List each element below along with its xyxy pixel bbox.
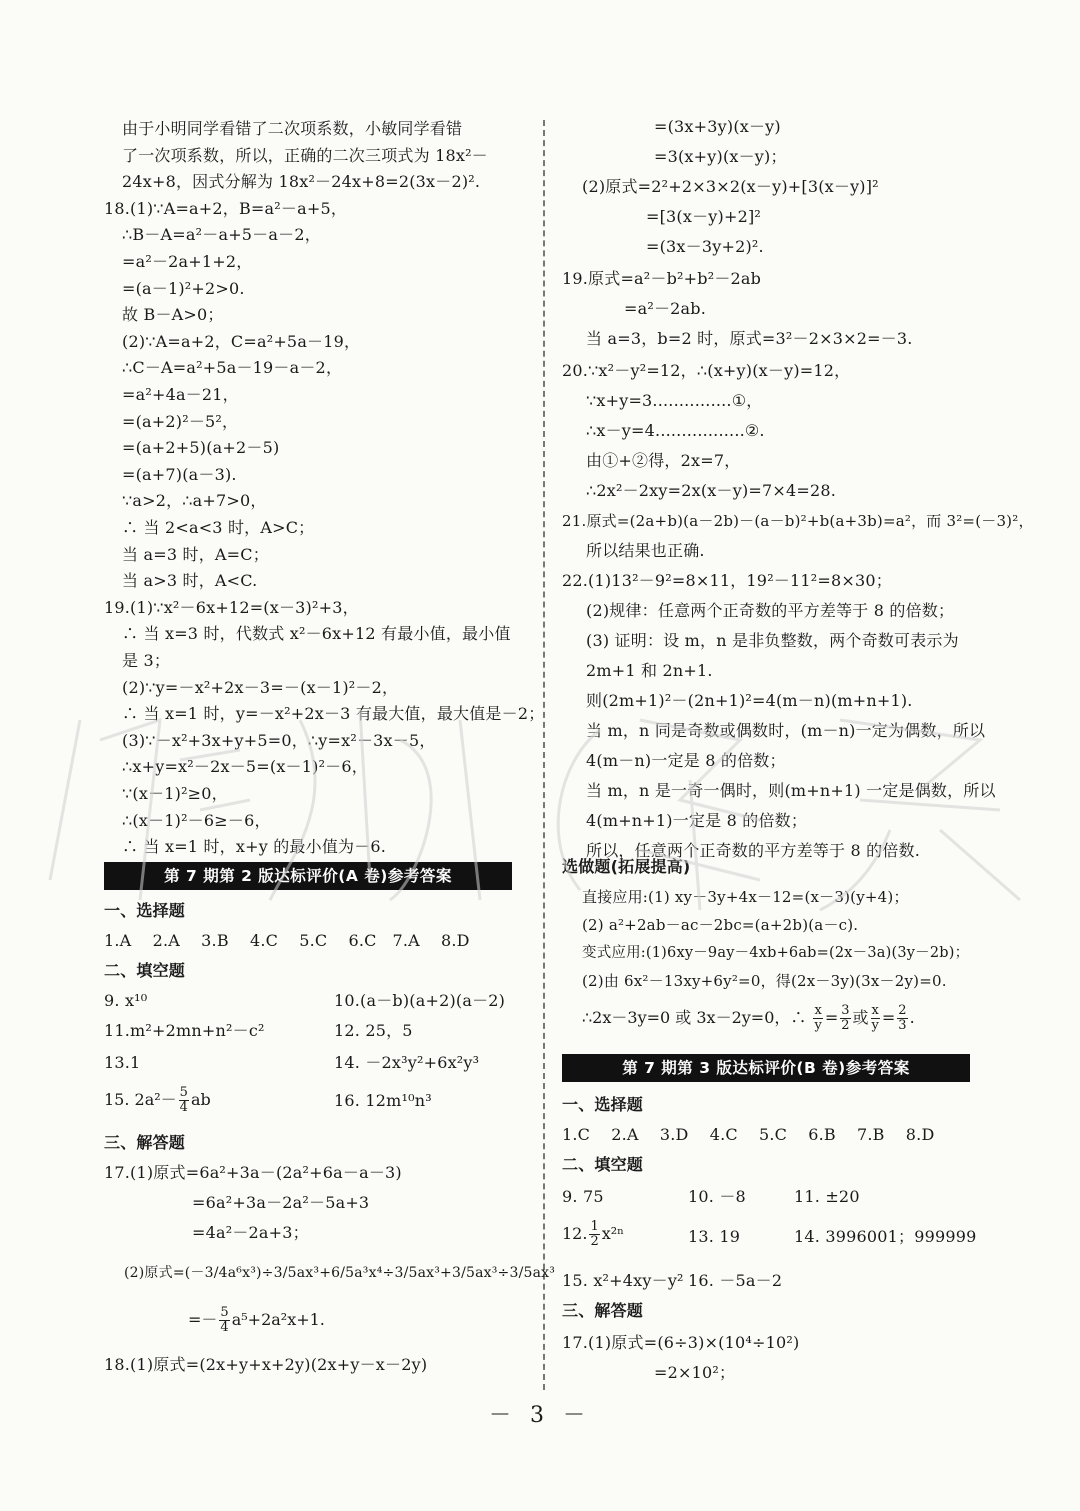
fill-15-prefix: 15. 2a²－: [104, 1090, 177, 1109]
choice-b-6: 6.B: [808, 1125, 836, 1144]
left-line-22: (2)∵y=－x²+2x－3=－(x－1)²－2，: [122, 677, 399, 697]
right-line-14: 21.原式=(2a+b)(a－2b)－(a－b)²+b(a+3b)=a²，而 3²=(－3)²，: [562, 512, 1034, 530]
left-line-6: =a²－2a+1+2，: [122, 252, 253, 271]
right-line-13: ∴2x²－2xy=2x(x－y)=7×4=28.: [586, 481, 837, 500]
fill-16: 16. 12m¹⁰n³: [334, 1091, 432, 1110]
right-line-5: =(3x－3y+2)².: [646, 237, 764, 256]
q17-b-line-1: 17.(1)原式=(6÷3)×(10⁴÷10²): [562, 1333, 800, 1352]
banner-a-paper: 第 7 期第 2 版达标评价(A 卷)参考答案: [104, 862, 512, 890]
fill-b-12: [562, 1220, 624, 1249]
section-fill: 二、填空题: [104, 961, 186, 980]
right-line-4: =[3(x－y)+2]²: [646, 207, 762, 226]
right-line-22: 4(m－n)一定是 8 的倍数；: [586, 751, 786, 770]
left-line-20: ∴ 当 x=3 时，代数式 x²－6x+12 有最小值，最小值: [122, 624, 511, 644]
fill-15-fraction: [179, 1086, 189, 1115]
fill-11: 11.m²+2mn+n²－c²: [104, 1021, 265, 1040]
right-line-18: (3) 证明：设 m，n 是非负整数，两个奇数可表示为: [586, 631, 959, 650]
section-answer: 三、解答题: [104, 1133, 186, 1152]
fill-b-12-suffix: x²ⁿ: [601, 1224, 625, 1243]
frac-2-3: $\frac{2}{3}$: [898, 1003, 907, 1033]
left-line-2: 了一次项系数，所以，正确的二次三项式为 18x²－: [122, 145, 488, 165]
left-line-5: ∴B－A=a²－a+5－a－2，: [122, 225, 321, 245]
fill-b-14: 14. 3996001；999999: [794, 1227, 977, 1246]
right-line-2: =3(x+y)(x－y)；: [654, 147, 787, 166]
choice-7: 7.A: [392, 931, 420, 950]
frac-x-y-1: $\frac{x}{y}$: [814, 1003, 822, 1033]
choice-b-2: 2.A: [611, 1125, 639, 1144]
choice-b-4: 4.C: [709, 1125, 738, 1144]
q17-result-suffix: a⁵+2a²x+1.: [231, 1310, 325, 1329]
q17-b-line-2: =2×10²；: [654, 1363, 736, 1382]
extend-title: 选做题(拓展提高): [562, 857, 691, 876]
choice-6: 6.C: [348, 931, 377, 950]
frac-1-2: $\frac{1}{2}$: [590, 1219, 599, 1249]
fill-b-13: 13. 19: [688, 1227, 741, 1246]
left-line-3: 24x+8，因式分解为 18x²－24x+8=2(3x－2)².: [122, 172, 481, 192]
choice-b-5: 5.C: [758, 1125, 788, 1144]
left-line-21: 是 3；: [122, 651, 171, 670]
fill-15-denominator: 4: [179, 1100, 188, 1115]
right-line-10: ∵x+y=3...............①，: [586, 391, 763, 410]
right-line-3: (2)原式=2²+2×3×2(x－y)+[3(x－y)]²: [582, 177, 879, 196]
fill-12: 12. 25，5: [334, 1021, 413, 1040]
q18-line: 18.(1)原式=(2x+y+x+2y)(2x+y－x－2y): [104, 1355, 428, 1374]
right-line-11: ∴x－y=4.................②.: [586, 421, 765, 440]
right-line-12: 由①+②得，2x=7，: [586, 451, 741, 470]
q17-line-3: =4a²－2a+3；: [192, 1223, 309, 1242]
banner-b-paper: 第 7 期第 3 版达标评价(B 卷)参考答案: [562, 1054, 970, 1082]
choice-b-1: 1.C: [562, 1125, 591, 1144]
q17-part2-result: [188, 1306, 325, 1335]
right-line-16: 22.(1)13²－9²=8×11，19²－11²=8×30；: [562, 571, 892, 590]
fill-13: 13.1: [104, 1053, 141, 1072]
left-line-1: 由于小明同学看错了二次项系数，小敏同学看错: [122, 119, 463, 138]
extend-last-prefix: ∴2x－3y=0 或 3x－2y=0，∴: [582, 1008, 807, 1027]
left-line-4: 18.(1)∵A=a+2，B=a²－a+5，: [104, 198, 348, 218]
right-line-24: 4(m+n+1)一定是 8 的倍数；: [586, 811, 808, 830]
section-answer-b: 三、解答题: [562, 1301, 644, 1320]
left-line-19: 19.(1)∵x²－6x+12=(x－3)²+3，: [104, 597, 359, 617]
fill-b-10: 10. －8: [688, 1187, 746, 1206]
section-choice-b: 一、选择题: [562, 1095, 644, 1114]
left-line-13: =(a+2+5)(a+2－5): [122, 438, 280, 458]
right-line-23: 当 m，n 是一奇一偶时，则(m+n+1) 一定是偶数，所以: [586, 781, 996, 800]
left-line-28: ∴ 当 x=1 时，x+y 的最小值为－6.: [122, 837, 387, 857]
q17-part2: (2)原式=(－3/4a⁶x³)÷3/5ax³+6/5a³x⁴÷3/5ax³+3/5ax³÷3/5ax³: [124, 1265, 556, 1281]
left-line-14: =(a+7)(a－3).: [122, 464, 237, 484]
right-line-15: 所以结果也正确.: [586, 541, 705, 560]
extend-last-or: 或: [852, 1008, 869, 1027]
q17-result-denominator: 4: [220, 1320, 229, 1335]
fill-10: 10.(a－b)(a+2)(a－2): [334, 991, 506, 1010]
fill-15-suffix: ab: [190, 1090, 211, 1109]
choice-2: 2.A: [152, 931, 180, 950]
extend-line-4: (2)由 6x²－13xy+6y²=0，得(2x－3y)(3x－2y)=0.: [582, 972, 947, 990]
choice-8: 8.D: [441, 931, 470, 950]
frac-x-y-2: $\frac{x}{y}$: [871, 1003, 879, 1033]
right-line-7: =a²－2ab.: [624, 299, 707, 318]
left-line-8: 故 B－A>0；: [122, 305, 224, 325]
fill-14: 14. －2x³y²+6x²y³: [334, 1053, 480, 1072]
left-line-9: (2)∵A=a+2，C=a²+5a－19，: [122, 331, 361, 351]
fill-b-15: 15. x²+4xy－y²: [562, 1271, 684, 1290]
left-line-27: ∴(x－1)²－6≥－6，: [122, 810, 271, 830]
section-fill-b: 二、填空题: [562, 1155, 644, 1174]
right-line-19: 2m+1 和 2n+1.: [586, 661, 713, 680]
q17-result-prefix: =－: [188, 1310, 218, 1329]
left-line-11: =a²+4a－21，: [122, 385, 239, 404]
left-line-25: ∴x+y=x²－2x－5=(x－1)²－6，: [122, 757, 368, 777]
right-line-8: 当 a=3，b=2 时，原式=3²－2×3×2=－3.: [586, 329, 913, 348]
left-line-23: ∴ 当 x=1 时，y=－x²+2x－3 有最大值，最大值是－2；: [122, 704, 545, 724]
left-line-26: ∵(x－1)²≥0，: [122, 784, 228, 803]
left-line-16: ∴ 当 2<a<3 时，A>C；: [122, 518, 315, 537]
fill-b-12-prefix: 12.: [562, 1224, 588, 1243]
fill-9: 9. x¹⁰: [104, 991, 148, 1010]
right-line-1: =(3x+3y)(x－y): [654, 117, 781, 136]
right-line-20: 则(2m+1)²－(2n+1)²=4(m－n)(m+n+1).: [586, 691, 913, 710]
right-line-6: 19.原式=a²－b²+b²－2ab: [562, 269, 762, 288]
right-line-25: 所以，任意两个正奇数的平方差等于 8 的倍数.: [586, 841, 921, 860]
right-line-9: 20.∵x²－y²=12，∴(x+y)(x－y)=12，: [562, 361, 851, 380]
fill-b-11: 11. ±20: [794, 1187, 860, 1206]
choice-1: 1.A: [104, 931, 132, 950]
left-line-17: 当 a=3 时，A=C；: [122, 544, 269, 564]
extend-line-5: ∴2x－3y=0 或 3x－2y=0，∴ $\frac{x}{y}$ = $\frac{3}{2}$ 或 $\frac{x}{y}$ = $\frac{2}{3}$ .: [582, 1003, 915, 1033]
left-line-10: ∴C－A=a²+5a－19－a－2，: [122, 358, 343, 378]
choice-b-8: 8.D: [905, 1125, 935, 1144]
right-line-17: (2)规律：任意两个正奇数的平方差等于 8 的倍数；: [586, 601, 955, 620]
q17-result-numerator: 5: [220, 1305, 229, 1320]
choice-answers: [104, 930, 470, 952]
extend-line-2: (2) a²+2ab－ac－2bc=(a+2b)(a－c).: [582, 916, 859, 934]
section-choice: 一、选择题: [104, 901, 186, 920]
fill-15: [104, 1086, 211, 1115]
left-line-7: =(a－1)²+2>0.: [122, 278, 245, 298]
extend-line-1: 直接应用:(1) xy－3y+4x－12=(x－3)(y+4)；: [582, 888, 909, 906]
left-line-24: (3)∵－x²+3x+y+5=0，∴y=x²－3x－5，: [122, 730, 436, 750]
choice-b-7: 7.B: [857, 1125, 885, 1144]
left-line-15: ∵a>2，∴a+7>0，: [122, 491, 267, 511]
column-divider: [543, 120, 545, 1390]
choice-5: 5.C: [299, 931, 328, 950]
extend-line-3: 变式应用:(1)6xy－9ay－4xb+6ab=(2x－3a)(3y－2b)；: [582, 945, 970, 961]
page-number: － 3 －: [489, 1403, 591, 1428]
left-line-12: =(a+2)²－5²，: [122, 411, 239, 431]
right-line-21: 当 m，n 同是奇数或偶数时，(m－n)一定为偶数，所以: [586, 721, 986, 740]
fill-b-9: 9. 75: [562, 1187, 604, 1206]
choice-3: 3.B: [201, 931, 229, 950]
q17-line-1: 17.(1)原式=6a²+3a－(2a²+6a－a－3): [104, 1163, 402, 1182]
left-line-18: 当 a>3 时，A<C.: [122, 571, 258, 591]
frac-3-2: $\frac{3}{2}$: [841, 1003, 850, 1033]
fill-15-numerator: 5: [179, 1085, 188, 1100]
fill-b-16: 16. －5a－2: [688, 1271, 783, 1290]
q17-line-2: =6a²+3a－2a²－5a+3: [192, 1193, 370, 1212]
q17-result-fraction: [219, 1306, 229, 1335]
choice-b-3: 3.D: [659, 1125, 689, 1144]
choice-answers-b: [562, 1124, 935, 1146]
choice-4: 4.C: [249, 931, 279, 950]
